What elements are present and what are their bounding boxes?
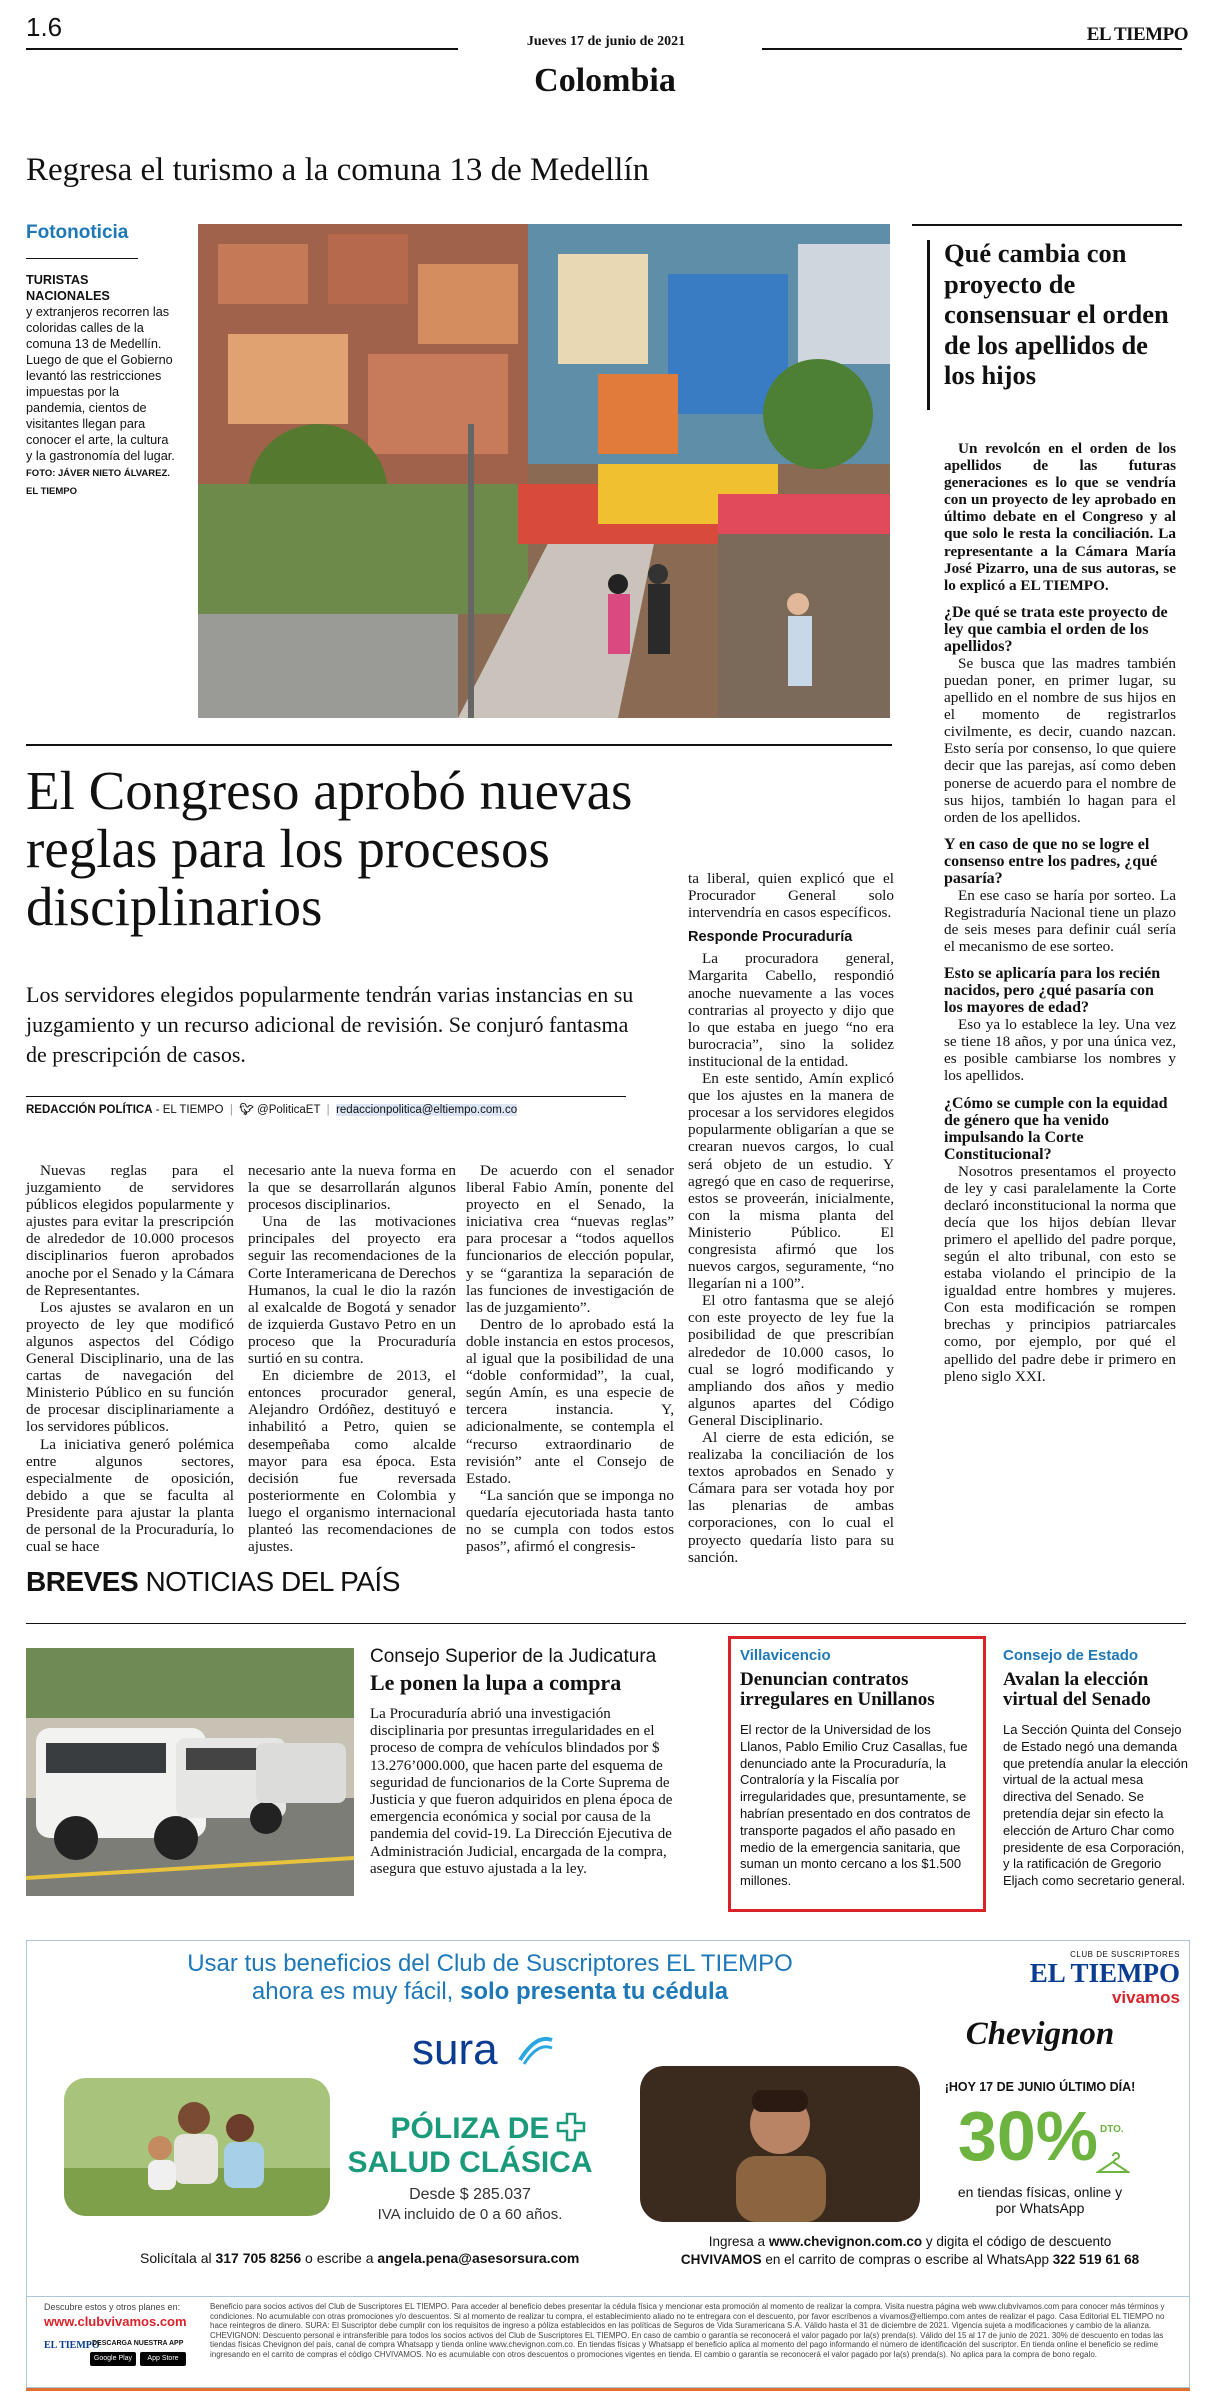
contact-prefix: Solicítala al <box>140 2250 216 2266</box>
ad-contact <box>140 2250 600 2266</box>
byline-twitter[interactable]: @PoliticaET <box>257 1104 321 1116</box>
paragraph: Nuevas reglas para el juzgamiento de servidores públicos elegidos popularmente y ajustes para evitar la prescripción de alrededor de 10.000 procesos disciplinarios fueron aprobados anoche por el Senado y la Cámara de Representantes. <box>26 1162 234 1299</box>
promo-l2b: en el carrito de compras o escribe al WhatsApp <box>761 2252 1053 2267</box>
vehicles-photo <box>26 1648 354 1896</box>
paragraph: En diciembre de 2013, el entonces procurador general, Alejandro Ordóñez, destituyó e inhabilitó a Petro, quien se desempeñaba como alcalde mayor para esa época. Esta decisión fue reversada posteriormente en Colombia y luego el organismo internacional planteó las recomendaciones de ajustes. <box>248 1367 456 1556</box>
bottom-orange-rule <box>26 2388 1190 2391</box>
ad-footer-rule <box>26 2296 1190 2297</box>
byline-desk: REDACCIÓN POLÍTICA <box>26 1104 153 1116</box>
chevignon-logo: Chevignon <box>965 2016 1115 2052</box>
club-small: CLUB DE SUSCRIPTORES <box>1070 1950 1180 1959</box>
page-date: Jueves 17 de junio de 2021 <box>526 34 686 49</box>
paragraph: Al cierre de esta edición, se realizaba la conciliación de los textos aprobados en Senado y Cámara para ser votada hoy por las plenarias de ambas corporaciones, con lo cual el proyecto quedaría listo para su sanción. <box>688 1429 894 1566</box>
sidebar-q1: ¿De qué se trata este proyecto de ley que cambia el orden de los apellidos? <box>944 603 1168 655</box>
caption-lead: TURISTAS NACIONALES <box>26 273 110 303</box>
family-photo <box>64 2078 330 2216</box>
brief2-title[interactable]: Denuncian contratos irregulares en Unillanos <box>740 1669 935 1710</box>
sura-mark-icon <box>516 2030 556 2074</box>
ad-headline-1: Usar tus beneficios del Club de Suscriptores EL TIEMPO <box>187 1950 793 1977</box>
main-deck: Los servidores elegidos popularmente tendrán varias instancias en su juzgamiento y un recurso adicional de revisión. Se conjuró fantasma de prescripción de casos. <box>26 982 634 1067</box>
promo-dto: DTO. <box>1100 2124 1124 2135</box>
paragraph: En este sentido, Amín explicó que los ajustes en la manera de procesar a los servidores elegidos popularmente obligarían a que se crearan nuevos cargos, lo cual será objeto de un estudio. Y agregó que en caso de requerirse, estos se proveerán, inicialmente, con la misma planta del Ministerio Público. El congresista afirmó que los nuevos cargos, seguramente, “no llegarían ni a 100”. <box>688 1070 894 1293</box>
paragraph: La iniciativa generó polémica entre algunos sectores, especialmente de oposición, debido a que se faculta al Presidente para ajustar la planta de personal de la Procuraduría, lo cual se hace <box>26 1435 234 1556</box>
brief1-kicker: Consejo Superior de la Judicatura <box>370 1646 657 1667</box>
main-col-1 <box>26 1162 234 1555</box>
brief1-body: La Procuraduría abrió una investigación disciplinaria por presuntas irregularidades en el proceso de compra de vehículos blindados por $ 13.276’000.000, que hacen parte del esquema de seguridad de funcionarios de la Corte Suprema de Justicia y que fueron adquiridos en plena época de emergencia económica y social por causa de la pandemia del covid-19. La Dirección Ejecutiva de Administración Judicial, encargada de la compra, asegura que estuvo ajustada a la ley. <box>370 1706 673 1877</box>
paragraph: Una de las motivaciones principales del proyecto era seguir las recomendaciones de la Corte Interamericana de Derechos Humanos, la cual le dio la razón al exalcalde de Bogotá y senador de izquierda Gustavo Petro en un proceso que la Procuraduría surtió en su contra. <box>248 1213 456 1368</box>
promo-url[interactable]: www.chevignon.com.co <box>768 2234 923 2249</box>
breves-label <box>26 1566 400 1598</box>
byline-outlet: - EL TIEMPO <box>152 1104 224 1116</box>
twitter-icon: 🐦︎ <box>239 1104 254 1116</box>
promo-percent: 30% <box>957 2097 1098 2175</box>
promo-l1a: Ingresa a <box>708 2234 769 2249</box>
paragraph: De acuerdo con el senador liberal Fabio Amín, ponente del proyecto en el Senado, la iniciativa crea “nuevas reglas” para procesar a “todos aquellos funcionarios de elección popular, y se “garantiza la separación de las funciones de investigación de las de juzgamiento”. <box>466 1162 674 1316</box>
sura-logo: sura <box>412 2025 498 2074</box>
section-title: Colombia <box>534 62 676 99</box>
club-tagline: vivamos <box>1111 1988 1180 2007</box>
health-cross-icon <box>556 2112 586 2146</box>
brief2-body: El rector de la Universidad de los Llanos, Pablo Emilio Cruz Casallas, fue denunciado ante la Procuraduría, la Contraloría y la Fiscalía por irregularidades que, presuntamente, se habrían presentado en dos contratos de transporte pagados el año pasado en medio de la emergencia sanitaria, que suman un monto cercano a los $1.500 millones. <box>740 1722 971 1889</box>
header-rule-right <box>762 48 1182 50</box>
photo-kicker: Fotonoticia <box>26 222 129 243</box>
paragraph: El otro fantasma que se alejó con este proyecto de ley fue la posibilidad de que prescribían alrededor de 10.000 casos, lo cual se logró modificando y ampliando dos años y medio algunos apartes del Código General Disciplinario. <box>688 1292 894 1429</box>
footer-app: DESCARGA NUESTRA APP <box>92 2340 184 2347</box>
ad-headline-2b: solo presenta tu cédula <box>460 1978 729 2005</box>
main-headline: El Congreso aprobó nuevas reglas para los procesos disciplinarios <box>26 760 633 937</box>
main-col-3 <box>466 1162 674 1555</box>
promo-l1c: y digita el código de descuento <box>922 2234 1112 2249</box>
byline: REDACCIÓN POLÍTICA - EL TIEMPO | 🐦︎ @PoliticaET | redaccionpolitica@eltiempo.com.co <box>26 1104 518 1116</box>
main-col-2 <box>248 1162 456 1555</box>
paragraph: Los ajustes se avalaron en un proyecto de ley que modificó algunos aspectos del Código General Disciplinario, una de las cartas de navegación del Ministerio Público en su función de procesar disciplinariamente a los servidores públicos. <box>26 1298 234 1436</box>
ad-headline-2 <box>60 1978 920 2006</box>
paragraph: Dentro de lo aprobado está la doble instancia en estos procesos, al igual que la posibilidad de una “doble conformidad”, la cual, según Amín, es una especie de tercera instancia. Y, adicionalmente, se contempla el “recurso extraordinario de revisión” ante el Consejo de Estado. <box>466 1315 674 1487</box>
sidebar-a4: Nosotros presentamos el proyecto de ley y casi paralelamente la Corte declaró inconstitucional la norma que decía que los hijos debían llevar primero el apellido del padre porque, según el alto tribunal, con esto se estaba violando el principio de la igualdad entre hombres y mujeres. Con esta modificación se rompen brechas y principios patriarcales como, por ejemplo, por qué el apellido del padre debe ir primero en pleno siglo XXI. <box>944 1162 1176 1385</box>
model-photo <box>640 2066 920 2222</box>
legal-text: Beneficio para socios activos del Club de Suscriptores EL TIEMPO. Para acceder al beneficio debes presentar la cédula física y mencionar esta promoción al momento de realizar la compra. Visita nuestra página web www.clubvivamos.com para conocer más términos y condiciones. No acumulable con otras promociones y/o descuentos. Si al momento de realizar tu compra, el establecimiento aliado no te entregara con el descuento, por favor escríbenos a vivamos@eltiempo.com antes de realizar el pago. Casa Editorial EL TIEMPO no hace reintegros de dinero. SURA: El Suscriptor debe cumplir con los requisitos de ingreso a póliza establecidos en las políticas de Seguros de Vida Suramericana S.A. Válido hasta el 31 de diciembre de 2021. Vigencia sujeta a modificaciones y cambio de la alianza. CHEVIGNON: Descuento personal e intransferible para todos los socios activos del Club de Suscriptores EL TIEMPO. En caso de cambio o garantía se reconocerá el valor pagado por la(s) prenda(s). Válido del 15 al 17 de junio de 2021. 30% de descuento en todas las tiendas físicas Chevignon del país, canal de compra Whatsapp y tienda online www.chevignon.com.co. En tiendas físicas y Whatsapp el beneficio aplica al momento del pago informando el número de identificación del suscriptor. En tienda online el beneficio se redime ingresando en el carrito de compras el código CHVIVAMOS. No es acumulable con otros descuentos o promociones vigentes en tienda. El cambio o garantía se reconocerá el valor pagado por la(s) prenda(s). No aplica para la compra de bono regalo. <box>210 2302 1165 2359</box>
caption-body: y extranjeros recorren las coloridas calles de la comuna 13 de Medellín. Luego de que el Gobierno levantó las restricciones impuestas por la pandemia, cientos de visitantes llegan para conocer el arte, la cultura y la gastronomía del lugar. <box>26 305 175 463</box>
main-story-rule <box>26 744 892 746</box>
sidebar-q2: Y en caso de que no se logre el consenso entre los padres, ¿qué pasaría? <box>944 835 1158 887</box>
promo-day: ¡HOY 17 DE JUNIO ÚLTIMO DÍA! <box>944 2080 1136 2094</box>
brief2-kicker: Villavicencio <box>740 1647 831 1664</box>
byline-rule <box>26 1096 626 1097</box>
brief1-title[interactable]: Le ponen la lupa a compra <box>370 1670 622 1695</box>
app-store-badge[interactable]: App Store <box>140 2352 186 2366</box>
brief3-kicker: Consejo de Estado <box>1003 1647 1139 1664</box>
footer-brand: EL TIEMPO <box>44 2340 100 2351</box>
promo-where: en tiendas físicas, online y por WhatsApp <box>957 2184 1123 2216</box>
hanger-icon <box>1096 2152 1130 2178</box>
sidebar-intro: Un revolcón en el orden de los apellidos de las futuras generaciones es lo que se vendría con un proyecto de ley aprobado en último debate en el Congreso y al que solo le resta la conciliación. La representante a la Cámara María José Pizarro, una de sus autoras, se lo explicó a EL TIEMPO. <box>944 440 1176 594</box>
promo-code: CHVIVAMOS <box>680 2252 762 2267</box>
photo-caption <box>26 272 178 500</box>
contact-mid: o escribe a <box>301 2250 378 2266</box>
paragraph: necesario ante la nueva forma en la que se desarrollarán algunos procesos disciplinarios. <box>248 1162 456 1214</box>
google-play-badge[interactable]: Google Play <box>90 2352 136 2366</box>
promo-whatsapp[interactable]: 322 519 61 68 <box>1052 2252 1140 2267</box>
contact-email[interactable]: angela.pena@asesorsura.com <box>377 2250 580 2266</box>
sidebar-a2: En ese caso se haría por sorteo. La Registraduría Nacional tiene un plazo de seis meses para definir cuál sería el mecanismo de ese sorteo. <box>944 886 1176 956</box>
sidebar-q4: ¿Cómo se cumple con la equidad de género que ha venido impulsando la Corte Constitucional? <box>944 1094 1168 1163</box>
footer-url[interactable]: www.clubvivamos.com <box>44 2314 187 2329</box>
subhead: Responde Procuraduría <box>688 929 853 946</box>
sidebar-rule-top <box>912 224 1182 226</box>
policy-line-2: SALUD CLÁSICA <box>347 2146 593 2179</box>
breves-bold: BREVES <box>26 1566 139 1597</box>
sidebar-title: Qué cambia con proyecto de consensuar el orden de los apellidos de los hijos <box>944 238 1169 390</box>
paragraph: “La sanción que se imponga no quedaría ejecutoriada hasta tanto no se cumpla con todos estos pasos”, afirmó el congresis- <box>466 1486 674 1556</box>
header-rule-left <box>26 48 458 50</box>
breves-light: NOTICIAS DEL PAÍS <box>145 1566 400 1597</box>
promo-line-2 <box>640 2252 1180 2267</box>
kicker-rule <box>26 258 138 259</box>
footer-small: Descubre estos y otros planes en: <box>44 2302 181 2312</box>
ad-price: Desde $ 285.037 <box>409 2186 531 2203</box>
main-col-4 <box>688 870 894 1566</box>
sidebar-a1: Se busca que las madres también puedan poner, en primer lugar, su apellido en el nombre de sus hijos en el momento de registrarlos civilmente, es decir, cuando nazcan. Esto sería por consenso, lo que quiere decir que las parejas, así como deben ponerse de acuerdo para el nombre de sus hijos, también lo hagan para el orden de los apellidos. <box>944 654 1176 826</box>
brief3-body: La Sección Quinta del Consejo de Estado negó una demanda que pretendía anular la elección virtual de la actual mesa directiva del Senado. Se pretendía dejar sin efecto la elección de Arturo Char como presidente de esa Corporación, y la ratificación de Gregorio Eljach como secretario general. <box>1003 1722 1189 1889</box>
promo-line-1 <box>640 2234 1180 2249</box>
brief3-title[interactable]: Avalan la elección virtual del Senado <box>1003 1669 1151 1710</box>
comuna13-photo <box>198 224 890 718</box>
policy-line-1: PÓLIZA DE <box>390 2112 550 2145</box>
sidebar-q3: Esto se aplicaría para los recién nacidos, pero ¿qué pasaría con los mayores de edad? <box>944 965 1161 1017</box>
caption-credit: FOTO: JÁVER NIETO ÁLVAREZ. EL TIEMPO <box>26 468 170 497</box>
contact-phone[interactable]: 317 705 8256 <box>215 2250 302 2266</box>
photo-story-title: Regresa el turismo a la comuna 13 de Medellín <box>26 152 650 188</box>
club-brand-logo: EL TIEMPO <box>1029 1958 1180 1988</box>
byline-email[interactable]: redaccionpolitica@eltiempo.com.co <box>336 1104 518 1116</box>
ad-headline-2a: ahora es muy fácil, <box>251 1978 460 2005</box>
breves-rule <box>26 1623 1186 1624</box>
masthead: EL TIEMPO <box>1086 24 1188 45</box>
ad-price-note: IVA incluido de 0 a 60 años. <box>377 2206 563 2223</box>
sidebar-body <box>944 440 1176 1385</box>
sidebar-a3: Eso ya lo establece la ley. Una vez se tiene 18 años, y por una única vez, es posible cambiarse los nombres y los apellidos. <box>944 1016 1176 1085</box>
page-number: 1.6 <box>26 12 63 42</box>
paragraph: ta liberal, quien explicó que el Procurador General solo intervendría en casos específicos. <box>688 870 894 922</box>
sidebar-rule-left <box>927 240 930 410</box>
paragraph: La procuradora general, Margarita Cabello, respondió anoche nuevamente a las voces contrarias al proyecto y dijo que lo que estaba en juego “no era burocracia”, sino la solidez institucional de la entidad. <box>688 950 894 1070</box>
